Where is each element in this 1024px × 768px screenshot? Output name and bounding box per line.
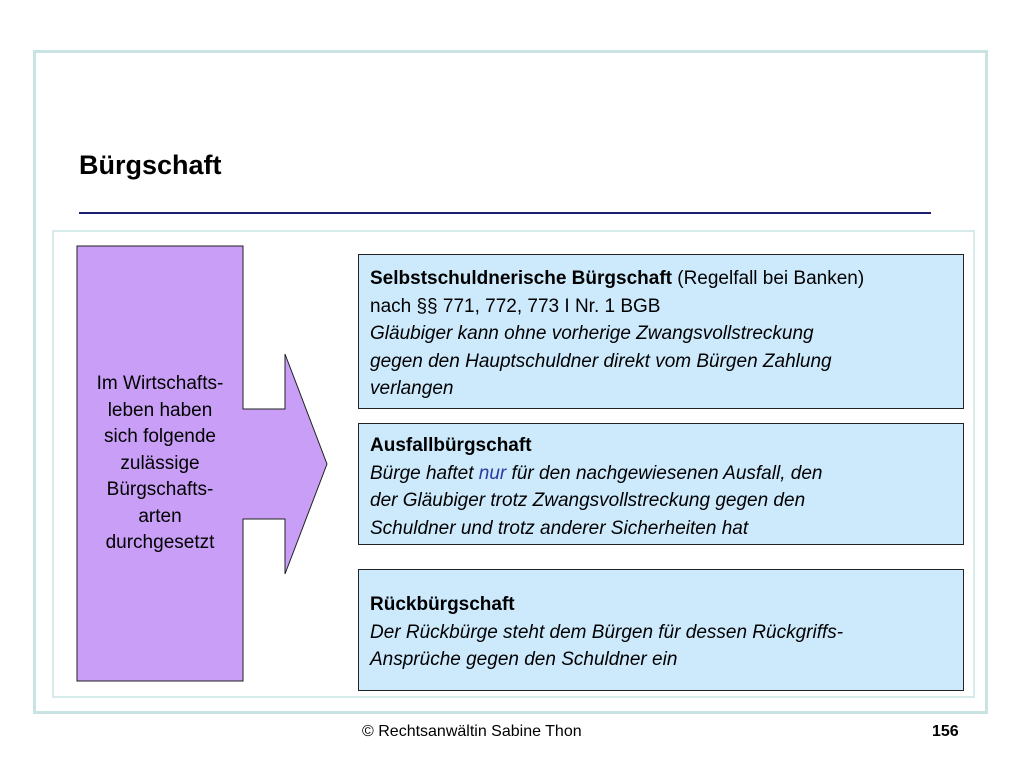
footer-copyright: © Rechtsanwältin Sabine Thon <box>362 723 582 740</box>
box-ausfallbuergschaft <box>358 423 964 545</box>
box1-description-line: verlangen <box>370 378 454 399</box>
slide-title: Bürgschaft <box>79 150 222 180</box>
left-text-line: Im Wirtschafts- <box>96 373 224 394</box>
box2-line1-pre: Bürge haftet <box>370 462 479 484</box>
box2-line1-post: für den nachgewiesenen Ausfall, den <box>506 462 823 484</box>
box1-heading-suffix: (Regelfall bei Banken) <box>671 268 865 289</box>
box1-description-line: gegen den Hauptschuldner direkt vom Bürgen Zahlung <box>370 350 832 372</box>
left-text-line: Bürgschafts- <box>106 479 214 500</box>
left-text-line: arten <box>138 505 182 527</box>
box3-description-line: Der Rückbürge steht dem Bürgen für dessen Rückgriffs- <box>370 621 844 643</box>
box1-heading-line <box>370 265 952 293</box>
box1-legal-reference: nach §§ 771, 772, 773 I Nr. 1 BGB <box>370 295 661 317</box>
box-rueckbuergschaft <box>358 569 964 691</box>
left-arrow-text <box>77 371 243 557</box>
left-text-line: sich folgende <box>104 426 216 447</box>
box-selbstschuldnerische-buergschaft <box>358 254 964 409</box>
box2-emphasis-nur: nur <box>478 462 507 484</box>
box3-heading: Rückbürgschaft <box>370 594 515 615</box>
box2-description-line <box>370 460 952 488</box>
left-text-line: leben haben <box>107 399 213 421</box>
left-text-line: zulässige <box>120 452 200 474</box>
box2-description-line: der Gläubiger trotz Zwangsvollstreckung gegen den <box>370 490 806 511</box>
box1-description-line: Gläubiger kann ohne vorherige Zwangsvollstreckung <box>370 323 814 344</box>
page-number: 156 <box>932 723 959 740</box>
box2-description-line: Schuldner und trotz anderer Sicherheiten hat <box>370 517 749 539</box>
box1-heading: Selbstschuldnerische Bürgschaft <box>370 268 672 289</box>
box3-description-line: Ansprüche gegen den Schuldner ein <box>370 649 678 670</box>
left-text-line: durchgesetzt <box>105 532 215 553</box>
box2-heading: Ausfallbürgschaft <box>370 435 532 456</box>
